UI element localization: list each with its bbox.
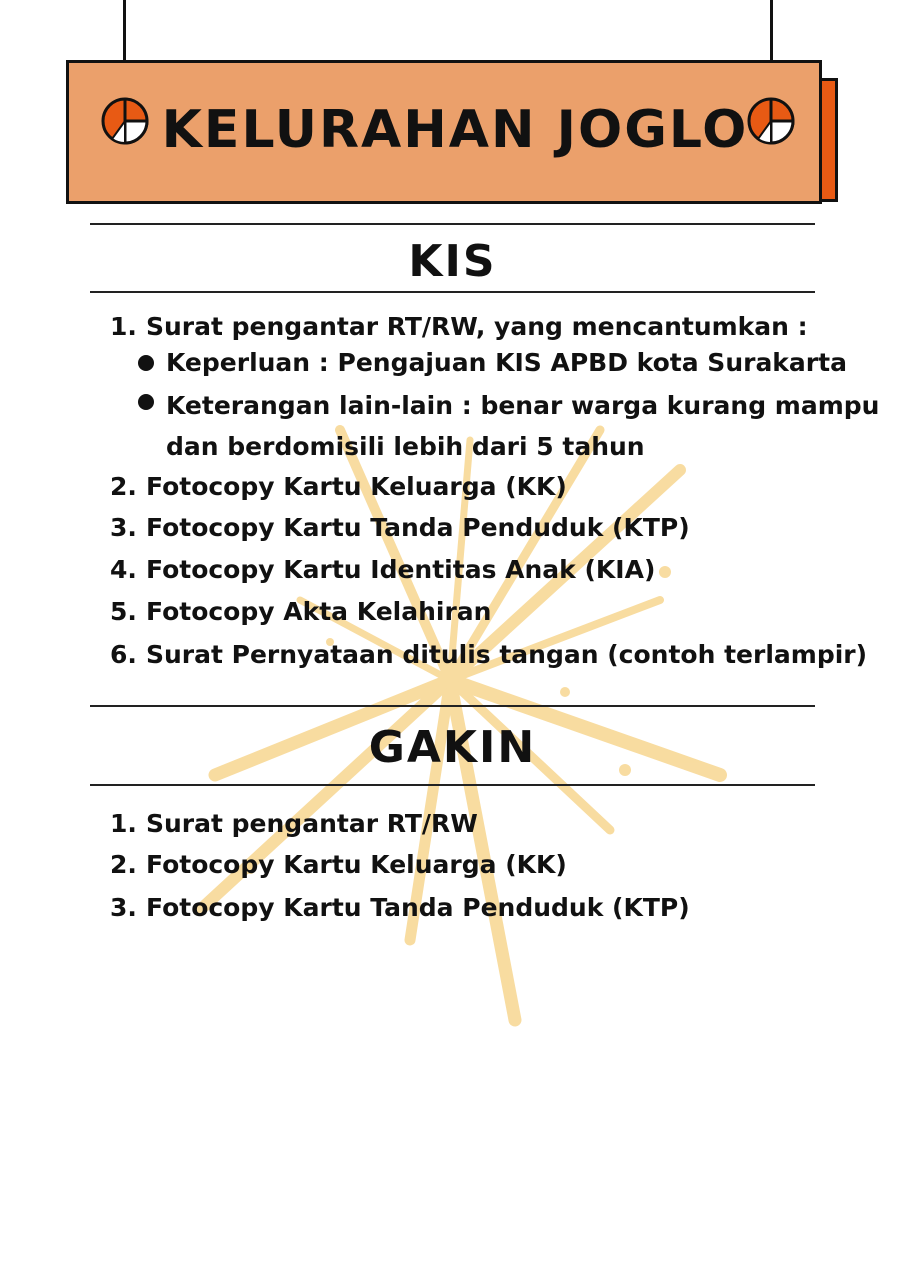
list-number: 6. <box>110 640 137 669</box>
kis-subitem-2-continuation: dan berdomisili lebih dari 5 tahun <box>166 432 645 461</box>
list-text: Fotocopy Kartu Keluarga (KK) <box>146 472 567 501</box>
kis-item-1 <box>110 310 808 344</box>
bullet-icon <box>138 394 154 410</box>
list-number: 2. <box>110 850 137 879</box>
divider-gakin-bottom <box>90 784 815 786</box>
gakin-item-3 <box>110 891 690 925</box>
kis-subitem-2: Keterangan lain-lain : benar warga kurang mampu <box>166 391 880 420</box>
kis-item-4 <box>110 553 655 587</box>
gakin-item-1 <box>110 807 478 841</box>
kis-subitem-1: Keperluan : Pengajuan KIS APBD kota Surakarta <box>166 348 847 377</box>
section-title-gakin: GAKIN <box>368 722 537 773</box>
ornament-icon-left <box>100 96 150 146</box>
section-title-kis: KIS <box>408 236 497 287</box>
kis-item-5 <box>110 595 491 629</box>
list-number: 5. <box>110 597 137 626</box>
list-text: Fotocopy Kartu Keluarga (KK) <box>146 850 567 879</box>
list-number: 3. <box>110 513 137 542</box>
list-text: Surat pengantar RT/RW, yang mencantumkan : <box>146 312 808 341</box>
list-text: Fotocopy Kartu Tanda Penduduk (KTP) <box>146 893 690 922</box>
list-text: Fotocopy Kartu Tanda Penduduk (KTP) <box>146 513 690 542</box>
divider-kis-bottom <box>90 291 815 293</box>
list-number: 1. <box>110 312 137 341</box>
page-title: KELURAHAN JOGLO <box>161 100 749 160</box>
divider-kis-top <box>90 223 815 225</box>
gakin-item-2 <box>110 848 567 882</box>
kis-item-2 <box>110 470 567 504</box>
list-number: 3. <box>110 893 137 922</box>
list-number: 2. <box>110 472 137 501</box>
bullet-icon <box>138 355 154 371</box>
list-text: Surat Pernyataan ditulis tangan (contoh terlampir) <box>146 640 868 669</box>
list-text: Fotocopy Akta Kelahiran <box>146 597 492 626</box>
list-number: 4. <box>110 555 137 584</box>
list-number: 1. <box>110 809 137 838</box>
list-text: Surat pengantar RT/RW <box>146 809 478 838</box>
list-text: Fotocopy Kartu Identitas Anak (KIA) <box>146 555 656 584</box>
kis-item-3 <box>110 511 690 545</box>
divider-gakin-top <box>90 705 815 707</box>
kis-item-6 <box>110 638 867 672</box>
